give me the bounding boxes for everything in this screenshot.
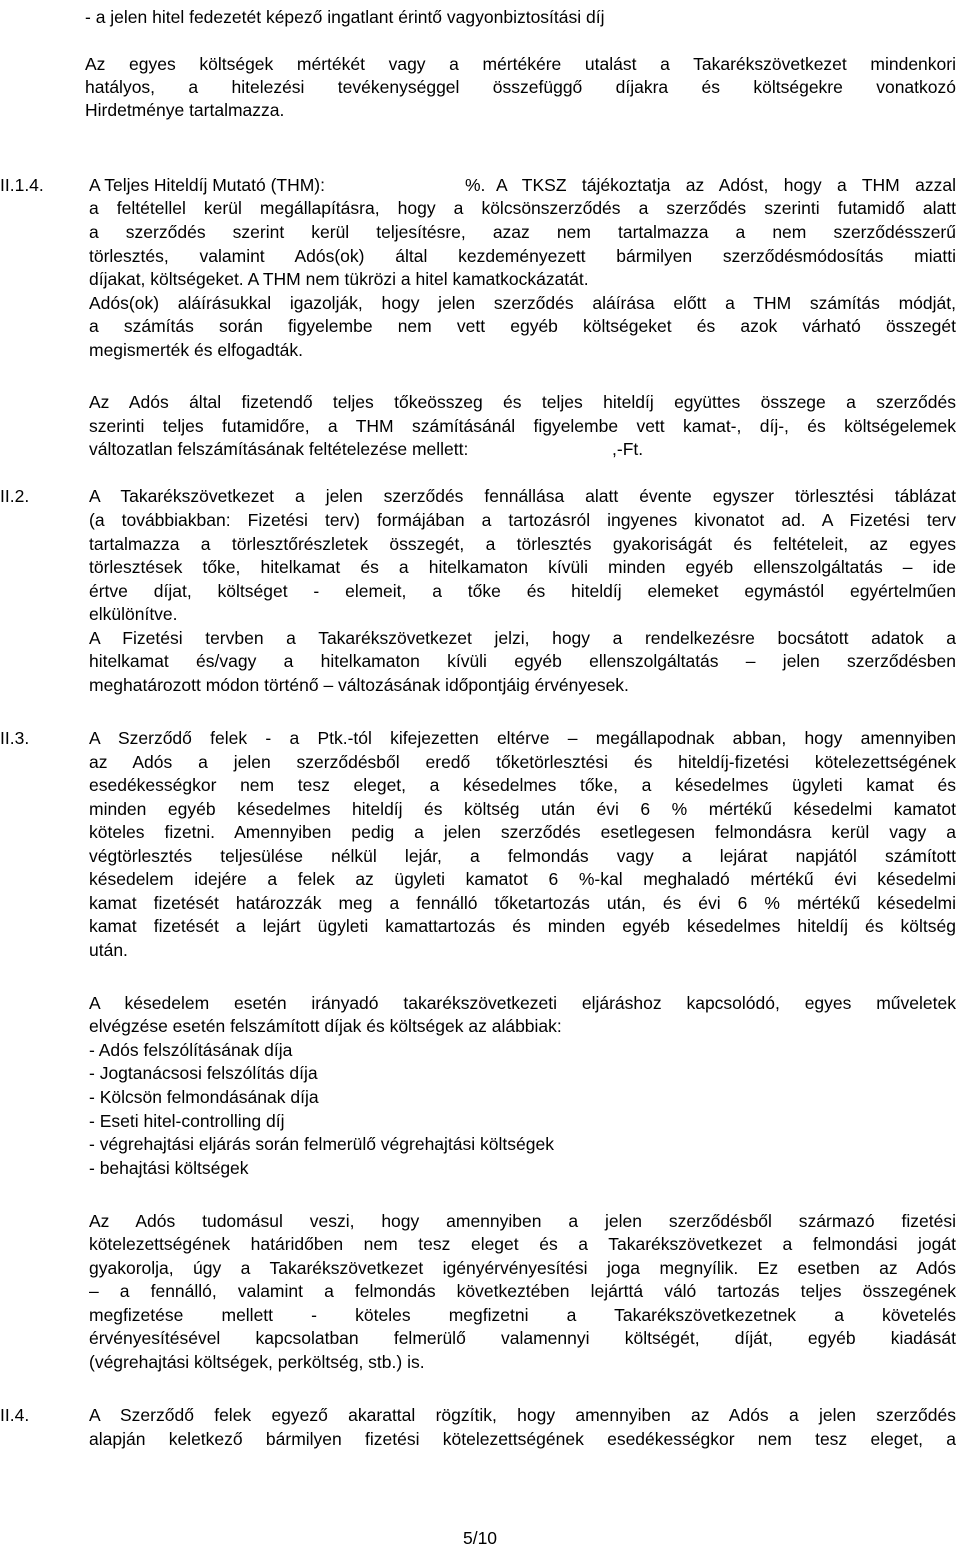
text-line: kamat fizetését határozzák meg a fennálló tőketartozás után, és évi 6 % mértékű késedelmi (89, 893, 956, 913)
section-number: II.3. (0, 728, 30, 748)
text-line: késedelem idejére a felek az ügyleti kamatot 6 %-kal meghaladó mértékű évi késedelmi (89, 869, 956, 889)
text-line: Az Adós tudomásul veszi, hogy amennyiben a jelen szerződésből származó fizetési (89, 1211, 956, 1231)
text-line: minden egyéb késedelmes hiteldíj és költség után évi 6 % mértékű késedelmi kamatot (89, 799, 956, 819)
page-number: 5/10 (462, 1528, 498, 1548)
text-line: a szerződés szerint kerül teljesítésre, azaz nem tartalmazza a nem szerződésszerű (89, 222, 956, 242)
text-line: hatályos, a hitelezési tevékenységgel összefüggő díjakra és költségekre vonatkozó (85, 77, 956, 97)
text-line: esedékességkor nem tesz eleget, a késedelmes tőke, a késedelmes ügyleti kamat és (89, 775, 956, 795)
text-line: tartalmazza a törlesztőrészletek összegét, a törlesztés gyakoriságát és feltételeit, az egyes (89, 534, 956, 554)
thm-percent-value: %. (465, 175, 486, 195)
text-line: érvényesítésével kapcsolatban felmerülő valamennyi költségét, díját, egyéb kiadását (89, 1328, 956, 1348)
list-item: - Eseti hitel-controlling díj (89, 1111, 285, 1131)
text-line: A Takarékszövetkezet a jelen szerződés fennállása alatt évente egyszer törlesztési táblázat (89, 486, 956, 506)
section-number: II.4. (0, 1405, 30, 1425)
list-item: - Jogtanácsosi felszólítás díja (89, 1063, 318, 1083)
text-line: végtörlesztés teljesülése nélkül lejár, a felmondás vagy a lejárat napjától számított (89, 846, 956, 866)
text-line: (végrehajtási költségek, perköltség, stb.) is. (89, 1352, 425, 1372)
text-line: A Szerződő felek egyező akarattal rögzítik, hogy amennyiben az Adós a jelen szerződés (89, 1405, 956, 1425)
total-amount-value: ,-Ft. (612, 439, 644, 459)
text-line: Az Adós által fizetendő teljes tőkeösszeg és teljes hiteldíj együttes összege a szerződés (89, 392, 956, 412)
text-line: megfizetése mellett - köteles megfizetni a Takarékszövetkezetnek a követelés (89, 1305, 956, 1325)
list-item: - végrehajtási eljárás során felmerülő végrehajtási költségek (89, 1134, 554, 1154)
text-line: hitelkamat és/vagy a hitelkamaton kívüli egyéb ellenszolgáltatás – jelen szerződésben (89, 651, 956, 671)
thm-label: A Teljes Hiteldíj Mutató (THM): (89, 175, 325, 195)
text-line: törlesztések tőke, hitelkamat és a hitelkamaton kívüli minden egyéb ellenszolgáltatás – ide (89, 557, 956, 577)
text-line: A késedelem esetén irányadó takarékszövetkezeti eljáráshoz kapcsolódó, egyes műveletek (89, 993, 956, 1013)
fee-list-continuation: - a jelen hitel fedezetét képező ingatlant érintő vagyonbiztosítási díj (85, 7, 605, 27)
text-line: kamat fizetését a lejárt ügyleti kamattartozás és minden egyéb késedelmes hiteldíj és költség (89, 916, 956, 936)
section-number: II.1.4. (0, 175, 44, 195)
text-line: törlesztés, valamint Adós(ok) által kezdeményezett bármilyen szerződésmódosítás miatti (89, 246, 956, 266)
list-item: - behajtási költségek (89, 1158, 249, 1178)
text-line: Adós(ok) aláírásukkal igazolják, hogy jelen szerződés aláírása előtt a THM számítás módját, (89, 293, 956, 313)
text-line: A Fizetési tervben a Takarékszövetkezet jelzi, hogy a rendelkezésre bocsátott adatok a (89, 628, 956, 648)
text-line: megismerték és elfogadták. (89, 340, 303, 360)
text-line: értve díjat, költséget - elemeit, a tőke és hiteldíj elemeket egymástól egyértelműen (89, 581, 956, 601)
text-line: A Szerződő felek - a Ptk.-tól kifejezetten eltérve – megállapodnak abban, hogy amennyiben (89, 728, 956, 748)
text-line: elkülönítve. (89, 604, 178, 624)
text-line: elvégzése esetén felszámított díjak és költségek az alábbiak: (89, 1016, 562, 1036)
section-number: II.2. (0, 486, 30, 506)
text-line: – a fennálló, valamint a felmondás következtében lejárttá váló tartozás teljes összegének (89, 1281, 956, 1301)
text-line: a feltétellel kerül megállapításra, hogy a kölcsönszerződés a szerződés szerinti futamidő alatt (89, 198, 956, 218)
text-line: A TKSZ tájékoztatja az Adóst, hogy a THM azzal (496, 175, 956, 195)
text-line: (a továbbiakban: Fizetési terv) formájában a tartozásról ingyenes kivonatot ad. A Fizetési terv (89, 510, 956, 530)
text-line: alapján keletkező bármilyen fizetési kötelezettségének esedékességkor nem tesz eleget, a (89, 1429, 956, 1449)
text-line: köteles fizetni. Amennyiben pedig a jelen szerződés esetlegesen felmondásra kerül vagy a (89, 822, 956, 842)
text-line: az Adós a jelen szerződésből eredő tőketörlesztési és hiteldíj-fizetési kötelezettségének (89, 752, 956, 772)
text-line: kötelezettségének határidőben nem tesz eleget és a Takarékszövetkezet a felmondási jogát (89, 1234, 956, 1254)
text-line: változatlan felszámításának feltételezése mellett: (89, 439, 469, 459)
list-item: - Adós felszólításának díja (89, 1040, 293, 1060)
text-line: meghatározott módon történő – változásának időpontjáig érvényesek. (89, 675, 629, 695)
text-line: a számítás során figyelembe nem vett egyéb költségeket és azok várható összegét (89, 316, 956, 336)
text-line: Az egyes költségek mértékét vagy a mértékére utalást a Takarékszövetkezet mindenkori (85, 54, 956, 74)
text-line: után. (89, 940, 128, 960)
text-line: gyakorolja, úgy a Takarékszövetkezet igényérvényesítési joga megnyílik. Ez esetben az Adós (89, 1258, 956, 1278)
text-line: díjakat, költségeket. A THM nem tükrözi a hitel kamatkockázatát. (89, 269, 589, 289)
list-item: - Kölcsön felmondásának díja (89, 1087, 319, 1107)
text-line: szerinti teljes futamidőre, a THM számításánál figyelembe vett kamat-, díj-, és költségelemek (89, 416, 956, 436)
text-line: Hirdetménye tartalmazza. (85, 100, 285, 120)
